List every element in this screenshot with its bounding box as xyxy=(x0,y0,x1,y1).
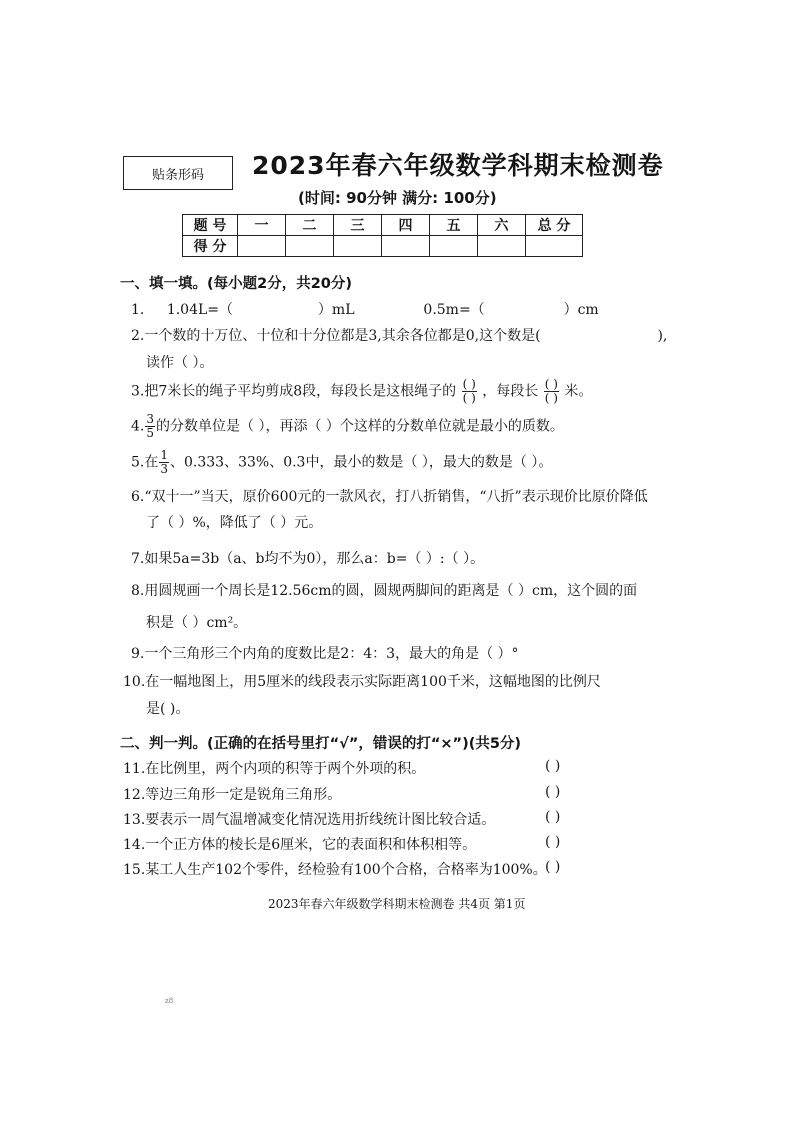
question-1 xyxy=(131,299,599,319)
exam-subtitle: (时间: 90分钟 满分: 100分) xyxy=(298,189,497,207)
q4-number: 4. xyxy=(131,418,145,435)
q2-line2[interactable]: 读作（ ）。 xyxy=(146,355,214,371)
q1-number: 1. xyxy=(131,302,145,318)
score-header-3: 三 xyxy=(334,215,382,236)
q8-line1[interactable]: 8.用圆规画一个周长是12.56cm的圆，圆规两脚间的距离是（ ）cm，这个圆的面 xyxy=(131,583,638,599)
q10-line1: 10.在一幅地图上，用5厘米的线段表示实际距离100千米，这幅地图的比例尺 xyxy=(123,674,601,690)
score-header-label: 题 号 xyxy=(183,215,238,236)
score-cell-total[interactable] xyxy=(526,236,583,257)
section-2-title: 二、判一判。(正确的在括号里打“√”，错误的打“×”)(共5分) xyxy=(120,736,522,752)
judge-answer-paren[interactable]: ( ) xyxy=(545,758,561,774)
judge-answer-paren[interactable]: ( ) xyxy=(545,834,561,850)
score-cell-5[interactable] xyxy=(430,236,478,257)
score-cell-4[interactable] xyxy=(382,236,430,257)
score-header-1: 一 xyxy=(238,215,286,236)
score-cell-1[interactable] xyxy=(238,236,286,257)
question-2 xyxy=(131,325,667,345)
question-3 xyxy=(131,378,592,405)
q2-line1-end: ), xyxy=(657,328,668,344)
barcode-label: 贴条形码 xyxy=(151,167,204,183)
score-header-2: 二 xyxy=(286,215,334,236)
score-table-score-row xyxy=(183,236,583,257)
score-row-label: 得 分 xyxy=(183,236,238,257)
judge-item xyxy=(123,809,495,829)
score-cell-6[interactable] xyxy=(478,236,526,257)
q5-number: 5.在 xyxy=(131,454,159,471)
score-table xyxy=(182,214,583,257)
question-5 xyxy=(131,449,552,476)
q6-line2[interactable]: 了（ ）%，降低了（ ）元。 xyxy=(146,515,323,531)
q6-line1: 6.“双十一”当天，原价600元的一款风衣，打八折销售，“八折”表示现价比原价降低 xyxy=(131,489,648,505)
q4-fraction: $\frac{3}{5}$ xyxy=(146,412,154,440)
judge-answer-paren[interactable]: ( ) xyxy=(545,784,561,800)
question-4 xyxy=(131,413,564,440)
score-cell-2[interactable] xyxy=(286,236,334,257)
q10-line2[interactable]: 是( )。 xyxy=(146,701,190,717)
score-header-5: 五 xyxy=(430,215,478,236)
q8-line2[interactable]: 积是（ ）cm²。 xyxy=(146,615,248,631)
judge-item-text: 15.某工人生产102个零件，经检验有100个合格，合格率为100%。 xyxy=(123,862,547,878)
stray-mark: z8 xyxy=(165,997,174,1005)
score-cell-3[interactable] xyxy=(334,236,382,257)
page-footer: 2023年春六年级数学科期末检测卷 共4页 第1页 xyxy=(268,897,526,911)
judge-item-text: 12.等边三角形一定是锐角三角形。 xyxy=(123,787,342,803)
judge-item xyxy=(123,834,476,854)
score-header-total: 总 分 xyxy=(526,215,583,236)
q3-text-c: 米。 xyxy=(564,383,593,400)
q5-fraction: $\frac{1}{3}$ xyxy=(160,448,168,476)
question-9[interactable]: 9.一个三角形三个内角的度数比是2：4：3，最大的角是（ ）° xyxy=(131,646,519,662)
section-1-title: 一、填一填。(每小题2分，共20分) xyxy=(120,276,353,292)
question-7[interactable]: 7.如果5a=3b（a、b均不为0），那么a：b=（ ）:（ ）。 xyxy=(131,551,485,567)
judge-item-text: 13.要表示一周气温增减变化情况选用折线统计图比较合适。 xyxy=(123,812,496,828)
judge-item-text: 14.一个正方体的棱长是6厘米，它的表面积和体积相等。 xyxy=(123,837,477,853)
q3-fraction-blank[interactable]: $\frac{( )}{( )}$ xyxy=(462,377,476,405)
score-header-4: 四 xyxy=(382,215,430,236)
score-table-header-row xyxy=(183,215,583,236)
q2-line1: 2.一个数的十万位、十位和十分位都是3,其余各位都是0,这个数是( xyxy=(131,328,541,344)
score-header-6: 六 xyxy=(478,215,526,236)
q1-part-b: ）mL xyxy=(317,302,355,318)
q3-text-b: ，每段长 xyxy=(482,383,539,400)
q3-text-a: 3.把7米长的绳子平均剪成8段，每段长是这根绳子的 xyxy=(131,383,457,400)
page-title: 2023年春六年级数学科期末检测卷 xyxy=(252,151,664,180)
q3-length-blank[interactable]: $\frac{( )}{( )}$ xyxy=(544,377,558,405)
judge-item xyxy=(123,784,341,804)
judge-item xyxy=(123,859,547,879)
q1-part-d: ）cm xyxy=(563,302,599,318)
judge-answer-paren[interactable]: ( ) xyxy=(545,859,561,875)
q4-text: 的分数单位是（ ），再添（ ）个这样的分数单位就是最小的质数。 xyxy=(156,418,564,435)
q1-part-a: 1.04L=（ xyxy=(166,302,234,318)
q5-text: 、0.333、33%、0.3中，最小的数是（ ），最大的数是（ ）。 xyxy=(170,454,553,471)
barcode-label-box xyxy=(123,156,233,190)
judge-item-text: 11.在比例里，两个内项的积等于两个外项的积。 xyxy=(123,761,426,777)
judge-answer-paren[interactable]: ( ) xyxy=(545,809,561,825)
judge-item xyxy=(123,758,425,778)
q1-part-c: 0.5m=（ xyxy=(423,302,485,318)
